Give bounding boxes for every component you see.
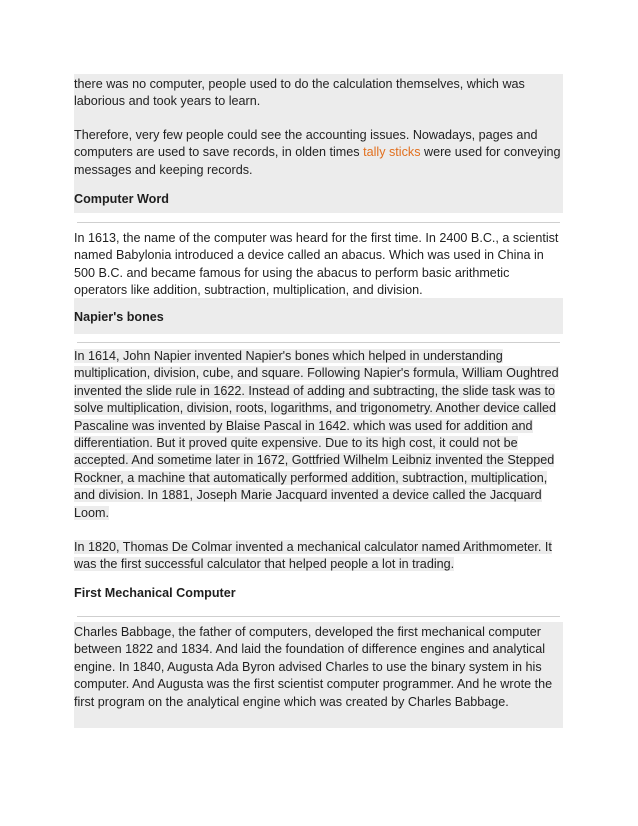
- computer-word-divider: [77, 222, 560, 223]
- intro-paragraph-2-text-after: were used for conveying messages and keeping records.: [74, 145, 561, 177]
- napiers-bones-heading: Napier's bones: [74, 310, 164, 324]
- computer-word-paragraph-text: In 1613, the name of the computer was heard for the first time. In 2400 B.C., a scientist named Babylonia introduced a device called an abacus. Which was used in China in 500 B.C. and became famous for using the abacus to perform basic arithmetic operators like addition, subtraction, multiplication, and division.: [74, 231, 559, 298]
- computer-word-paragraph: [74, 230, 563, 300]
- computer-word-heading: Computer Word: [74, 192, 169, 206]
- intro-paragraph-2-text-before: Therefore, very few people could see the accounting issues. Nowadays, pages and computers are used to save records, in olden times: [74, 128, 538, 160]
- napiers-bones-paragraph-1-text: In 1614, John Napier invented Napier's bones which helped in understanding multiplication, division, cube, and square. Following Napier's formula, William Oughtred invented the slide rule in 1622. Instead of adding and subtracting, the slide task was to solve multiplication, division, roots, logarithms, and trigonometry. Another device called Pascaline was invented by Blaise Pascal in 1642. which was used for addition and differentiation. But it proved quite expensive. Due to its high cost, it could not be accepted. And sometime later in 1672, Gottfried Wilhelm Leibniz invented the Stepped Rockner, a machine that automatically performed addition, subtraction, multiplication, and division. In 1881, Joseph Marie Jacquard invented a device called the Jacquard Loom.: [74, 349, 559, 520]
- intro-paragraph-1-text: there was no computer, people used to do the calculation themselves, which was laborious and took years to learn.: [74, 77, 525, 109]
- tally-sticks-link[interactable]: tally sticks: [363, 145, 421, 160]
- first-mechanical-computer-paragraph: [74, 624, 563, 711]
- napiers-bones-paragraph-2-text: In 1820, Thomas De Colmar invented a mechanical calculator named Arithmometer. It was the first successful calculator that helped people a lot in trading.: [74, 540, 552, 572]
- napiers-bones-paragraph-1: [74, 348, 563, 522]
- first-mechanical-computer-heading: First Mechanical Computer: [74, 586, 236, 600]
- first-mechanical-computer-divider: [77, 616, 560, 617]
- napiers-bones-divider: [77, 342, 560, 343]
- first-mechanical-computer-paragraph-text: Charles Babbage, the father of computers, developed the first mechanical computer between 1822 and 1834. And laid the foundation of difference engines and analytical engine. In 1840, Augusta Ada Byron advised Charles to use the binary system in his computer. And Augusta was the first scientist computer programmer. And he wrote the first program on the analytical engine which was created by Charles Babbage.: [74, 625, 553, 709]
- intro-paragraph-1: [74, 76, 563, 111]
- napiers-bones-paragraph-2: [74, 539, 563, 574]
- intro-paragraph-2: [74, 127, 563, 179]
